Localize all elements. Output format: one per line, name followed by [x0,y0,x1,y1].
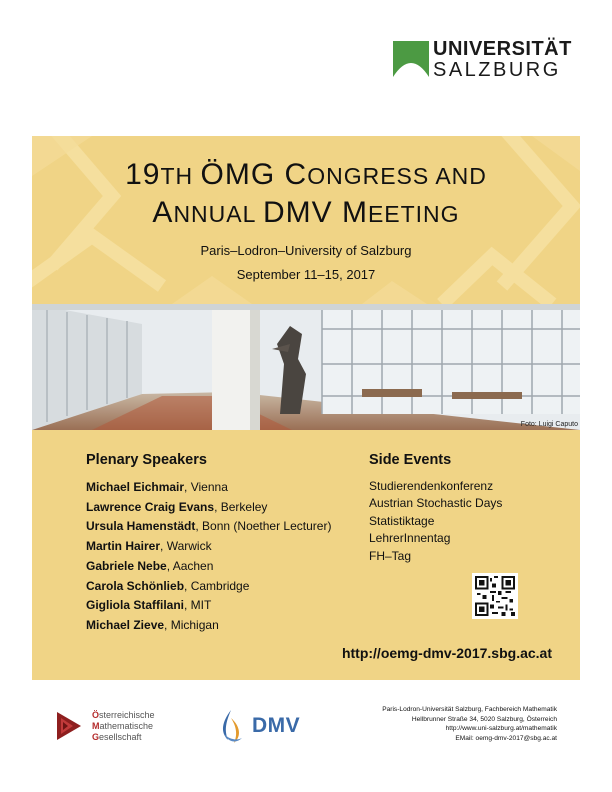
speaker-name: Carola Schönlieb [86,578,185,593]
speaker-affiliation: , Aachen [166,558,214,573]
congress-title-line1 [32,158,580,192]
side-event-item: Austrian Stochastic Days [369,496,503,511]
side-event-item: Statistiktage [369,513,435,528]
title-segment: EETING [367,201,460,227]
address-line4[interactable]: EMail: oemg-dmv-2017@sbg.ac.at [455,734,557,742]
qr-code-icon [475,576,515,616]
oemg-initial: M [92,721,100,731]
speaker-affiliation: , Michigan [164,617,219,632]
title-segment: 19 [125,158,161,191]
oemg-name-line [92,732,155,743]
oemg-word-rest: athematische [99,721,154,731]
address-line3[interactable]: http://www.uni-salzburg.at/mathematik [445,725,557,732]
speaker-item [86,498,331,518]
speaker-affiliation: , Warwick [160,539,212,554]
speaker-affiliation: , Cambridge [184,578,250,593]
speaker-name: Lawrence Craig Evans [86,499,215,514]
oemg-name-line [92,710,155,721]
corridor-photo-image [32,304,580,430]
dmv-label: DMV [252,714,301,737]
speaker-name: Martin Hairer [86,539,161,554]
side-events-heading: Side Events [369,452,452,468]
university-name-line1: UNIVERSITÄT [433,38,572,60]
speaker-item [86,478,331,498]
oemg-logo-icon [57,712,81,740]
speaker-item [86,577,331,597]
speaker-item [86,596,331,616]
speaker-item [86,557,331,577]
conference-website-link[interactable]: http://oemg-dmv-2017.sbg.ac.at [341,645,552,661]
oemg-initial: G [92,732,100,742]
corridor-photo [32,304,580,430]
title-line1-segments [125,158,487,191]
venue-text: Paris–Lodron–University of Salzburg [200,243,412,258]
university-emblem-icon [393,41,429,77]
oemg-word-rest: sterreichische [99,710,155,720]
speaker-affiliation: , Bonn (Noether Lecturer) [195,519,332,534]
title-segment: ONGRESS AND [307,163,487,189]
title-segment: ÖMG C [200,158,308,191]
side-event-item: Studierendenkonferenz [369,479,494,493]
oemg-initial: Ö [92,710,100,720]
side-event-item: FH–Tag [369,548,412,563]
speaker-item [86,616,331,636]
photo-credit: Foto: Luigi Caputo [520,421,578,428]
side-events-list [369,478,502,565]
oemg-word-rest: esellschaft [99,732,142,742]
speaker-affiliation: , Berkeley [214,499,268,514]
speaker-affiliation: , MIT [184,598,212,613]
speaker-item [86,537,331,557]
contact-address [382,705,557,743]
speaker-name: Michael Eichmair [86,480,185,494]
speaker-item [86,517,331,537]
speaker-name: Gigliola Staffilani [86,598,185,613]
plenary-speakers-heading: Plenary Speakers [86,452,207,468]
congress-title-line2 [32,196,580,230]
address-line1: Paris-Lodron-Universität Salzburg, Fachbereich Mathematik [382,706,557,713]
oemg-name [92,710,155,743]
title-line2-segments [152,196,459,229]
title-segment: TH [160,163,201,189]
speaker-name: Michael Zieve [86,617,165,632]
university-name-line2: SALZBURG [433,59,561,81]
qr-code[interactable] [472,573,518,619]
side-event-item: LehrerInnentag [369,531,451,546]
speaker-name: Ursula Hamenstädt [86,519,196,534]
address-line2: Hellbrunner Straße 34, 5020 Salzburg, Österreich [411,715,557,723]
oemg-name-line [92,721,155,732]
university-logo [393,38,572,82]
title-segment: NNUAL [173,201,263,227]
dmv-logo-icon [214,708,248,746]
title-segment: A [152,196,174,229]
title-segment: DMV M [262,196,368,229]
speaker-name: Gabriele Nebe [86,558,167,573]
plenary-speakers-list [86,478,331,636]
speaker-affiliation: , Vienna [184,480,228,494]
congress-banner [32,136,580,680]
dates-text: September 11–15, 2017 [236,267,376,282]
